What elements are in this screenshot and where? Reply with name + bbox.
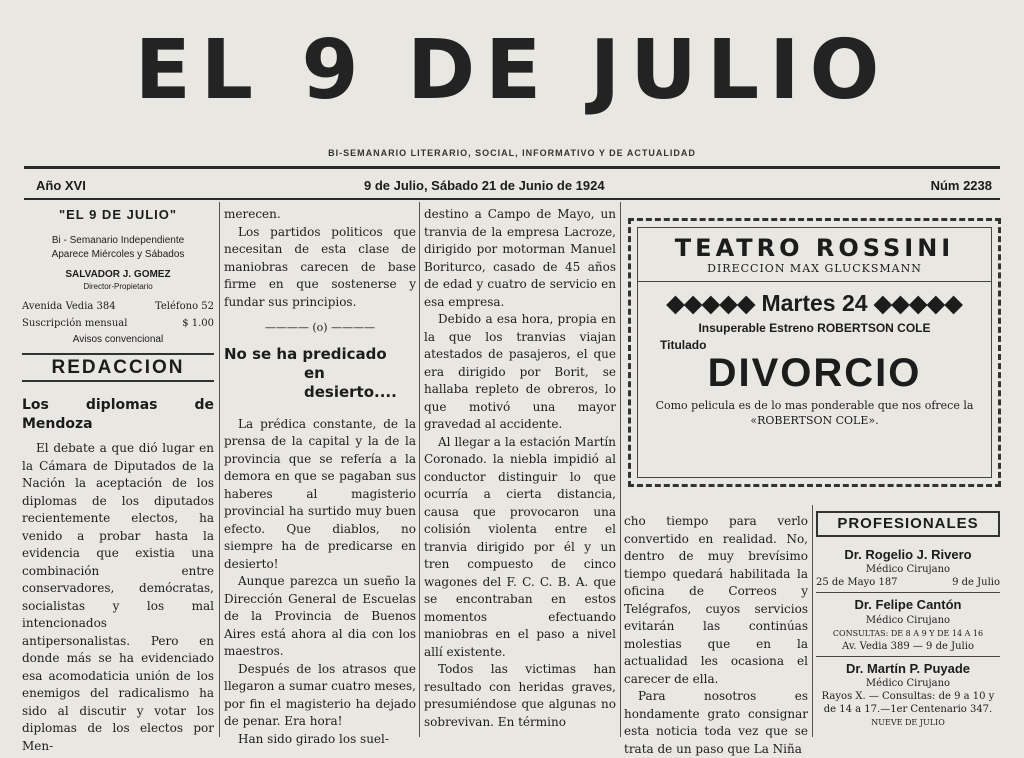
column-divider — [419, 202, 420, 737]
address: Avenida Vedia 384 — [22, 300, 116, 312]
titled-label: Titulado — [660, 338, 707, 352]
profesionales-heading-box — [816, 511, 1000, 537]
masthead-tagline: BI-SEMANARIO LITERARIO, SOCIAL, INFORMATIVO Y DE ACTUALIDAD — [328, 148, 696, 158]
professional-specialty: Médico Cirujano — [865, 614, 951, 626]
text-paragraph: Han sido girado los suel- — [238, 731, 389, 746]
professional-entry — [816, 592, 1000, 656]
professional-city: NUEVE DE JULIO — [871, 718, 945, 727]
ads-line: Avisos convencional — [72, 333, 164, 345]
premiere-line: Insuperable Estreno ROBERTSON COLE — [698, 321, 931, 335]
professional-name: Dr. Martín P. Puyade — [845, 660, 971, 676]
year-label: Año XVI — [36, 178, 86, 193]
text-paragraph: cho tiempo para verlo convertido en realidad. No, dentro de muy brevísimo tiempo quedará habilitada la oficina de Correos y Telégrafos, cuyos servicios evitarán las continúas molestias que en la actualidad les ocasiona el carecer de ella. — [624, 514, 808, 686]
professional-entry — [816, 656, 1000, 733]
professional-name: Dr. Felipe Cantón — [854, 597, 962, 612]
professional-address: Av. Vedia 389 — 9 de Julio — [842, 640, 974, 652]
paper-name: "EL 9 DE JULIO" — [58, 207, 178, 222]
section-heading: REDACCION — [51, 356, 185, 378]
column-2 — [224, 206, 416, 748]
issue-number: Núm 2238 — [930, 178, 992, 193]
dateline — [24, 176, 1000, 196]
info-line: Bi - Semanario Independiente — [51, 234, 185, 246]
professional-name: Dr. Rogelio J. Rivero — [844, 546, 972, 562]
profesionales-heading: PROFESIONALES — [837, 515, 979, 532]
professional-address: 25 de Mayo 187 — [816, 577, 898, 588]
masthead-title: EL 9 DE JULIO — [134, 23, 890, 118]
professional-specialty: Médico Cirujano — [865, 564, 951, 575]
address-row — [22, 298, 214, 316]
film-title: DIVORCIO — [707, 351, 922, 395]
top-rule — [24, 166, 1000, 169]
issue-date: 9 de Julio, Sábado 21 de Junio de 1924 — [364, 178, 605, 193]
text-paragraph: destino a Campo de Mayo, un tranvia de la empresa Lacroze, dirigido por motorman Manuel Boriturco, casado de 45 años de edad y cuatro de servicio en esa empresa. — [424, 207, 616, 309]
text-paragraph: Para nosotros es hondamente grato consignar esta noticia toda vez que se trata de un paso que La Niña — [624, 689, 808, 756]
teatro-ad-inner — [637, 227, 992, 478]
text-paragraph: La prédica constante, de la prensa de la capital y la de la provincia que se refería a la demora en que se pagaban sus haberes al magisterio provincial ha surtido muy buen efecto. Que diablos, no siempre ha de predicarse en desierto! — [224, 416, 416, 571]
article-text: El debate a que dió lugar en la Cámara de Diputados de la Nación la aceptación de los diplomas de los diputados recientemente electos, ha venido a probar hasta la evidencia que existia una combinación entre conservadores, demócratas, socialistas y los mal intencionados antipersonalistas. Pero en donde más se ha evidenciado esa acomodaticia unión de los enemigos del radicalismo ha sido al discutir y votar los diplomas de los electos por Men- — [22, 441, 214, 753]
text-paragraph: Después de los atrasos que llegaron a sumar cuatro meses, por fin el magisterio ha dejado de penar. Era hora! — [224, 661, 416, 728]
text-paragraph: Los partidos politicos que necesitan de esta clase de maniobras carecen de base firme en que sostenerse y fundar sus principios. — [224, 224, 416, 309]
professional-hours: Rayos X. — Consultas: de 9 a 10 y de 14 a 17.—1er Centenario 347. — [821, 691, 995, 715]
profesionales-column — [816, 511, 1000, 732]
professional-entry — [816, 543, 1000, 593]
professional-specialty: Médico Cirujano — [865, 678, 951, 689]
theater-name: TEATRO ROSSINI — [674, 234, 955, 262]
text-paragraph: Debido a esa hora, propia en la que los tranvias viajan atestados de pasajeros, el que era dirigido por Borit, se hallaba repleto de obreros, lo que motivó una mayor gravedad al accidente. — [424, 312, 616, 431]
director-role: Director-Propietario — [83, 281, 153, 291]
article-title: No se ha predicado — [224, 344, 387, 363]
subscription-price: $ 1.00 — [182, 318, 214, 329]
column-divider — [219, 202, 220, 737]
separator: ———— (o) ———— — [264, 321, 376, 334]
column-1 — [22, 206, 214, 755]
text-paragraph: Todos las victimas han resultado con heridas graves, presumiéndose que algunas no sobrevivan. En término — [424, 662, 616, 729]
column-3 — [424, 206, 616, 731]
bottom-rule — [24, 198, 1000, 200]
teatro-ad — [628, 218, 1001, 487]
section-box — [22, 353, 214, 383]
text-paragraph: Al llegar a la estación Martín Coronado. la niebla impidió al conductor distinguir lo que ocurría a cierta distancia, causa que provocaron una colisión violenta entre el tranvia dirigido por él y un tren compuesto de cinco wagones del F. C. C. B. A. que se encontraban en estos momentos efectuando maniobras en el paso a nivel allí existente. — [424, 434, 616, 659]
text-paragraph: merecen. — [224, 207, 281, 221]
theater-direction: DIRECCION MAX GLUCKSMANN — [638, 262, 991, 282]
show-date: Martes 24 — [761, 290, 868, 316]
film-blurb: Como pelicula es de lo mas ponderable que nos ofrece la «ROBERTSON COLE». — [655, 399, 974, 427]
separator-mark: (o) — [312, 321, 328, 334]
professional-address-row — [816, 576, 1000, 589]
article-title: Los diplomas de Mendoza — [22, 397, 214, 432]
column-divider — [812, 505, 813, 737]
professional-city: 9 de Julio — [952, 577, 1000, 588]
professional-hours: CONSULTAS: DE 8 A 9 Y DE 14 A 16 — [832, 628, 984, 638]
article-title: en desierto.... — [304, 363, 397, 401]
subscription: Suscripción mensual — [22, 318, 128, 329]
column-divider — [620, 202, 621, 737]
column-4 — [624, 513, 808, 758]
director-name: SALVADOR J. GOMEZ — [65, 268, 171, 280]
info-line: Aparece Miércoles y Sábados — [51, 248, 185, 260]
subscription-row — [22, 315, 214, 333]
phone: Teléfono 52 — [154, 300, 214, 312]
text-paragraph: Aunque parezca un sueño la Dirección General de Escuelas de la Provincia de Buenos Aires está ahora al dia con los maestros. — [224, 574, 416, 658]
show-date-row: ◆◆◆◆◆ Martes 24 ◆◆◆◆◆ — [666, 290, 963, 316]
